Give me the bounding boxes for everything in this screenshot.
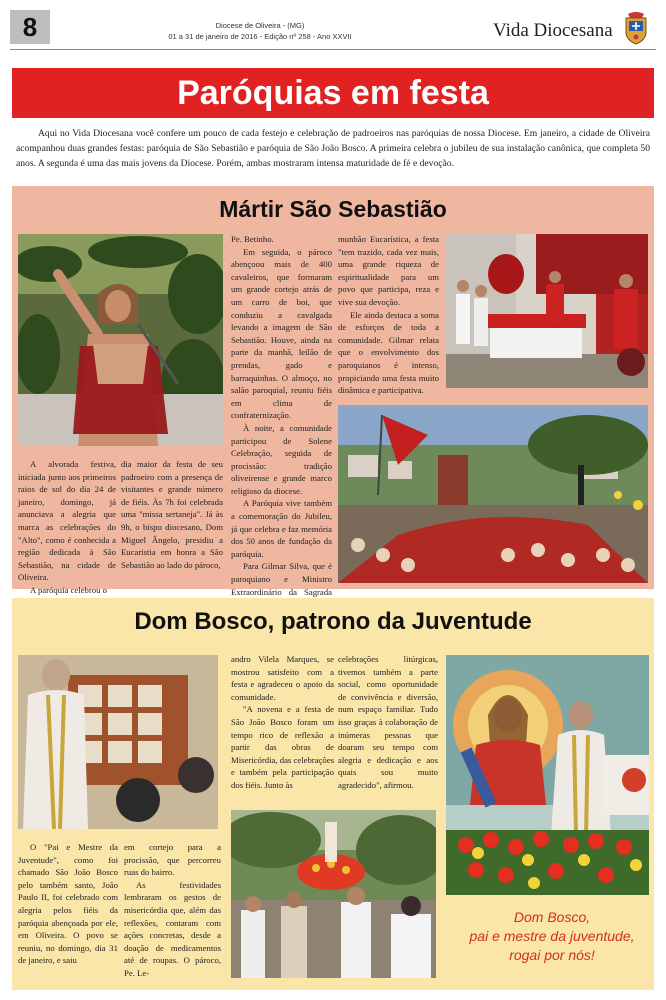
- section2-column-3: [338, 653, 438, 792]
- section-sao-sebastiao: [12, 186, 654, 597]
- paragraph: munhão Eucarística, a festa "tem trazido, cada vez mais, uma grande riqueza de espiritualidade para um povo que participa, reza e vive sua devoção.: [338, 234, 439, 307]
- photo-mass-altar: [446, 234, 648, 388]
- section2-column-2b: [124, 841, 221, 980]
- paragraph: Ele ainda destaca a soma de esforços de toda a comunidade. Gilmar relata que o envolvimento dos paroquianos é intenso, propiciando uma festa muito dinâmica e participativa.: [338, 309, 439, 396]
- diocese-name: Diocese de Oliveira - (MG): [215, 21, 305, 30]
- paragraph: celebrações litúrgicas, tivemos também a parte social, como oportunidade de convivência e diversão, num espaço familiar. Tudo isso graças à colaboração de inúmeras pessoas que doaram seu tempo com alegria e dedicação e aos quais sou muito agradecido", afirmou.: [338, 654, 438, 790]
- paragraph: À noite, a comunidade participou de Solene Celebração, seguida de procissão: tradição oliveirense e grande marco religioso da diocese.: [231, 422, 332, 496]
- paragraph: Em seguida, o pároco abençoou mais de 400 cavaleiros, que formaram um grande cortejo atrás de um carro de boi, que conduziu a cavalgada levando a imagem de São Sebastião. Houve, ainda na parte da manhã, leilão de prendas, gado e barraquinhas. O almoço, no salão paroquial, reuniu fiéis em clima de confraternização.: [231, 246, 332, 421]
- header-info: [150, 20, 370, 42]
- section-title: Mártir São Sebastião: [219, 196, 447, 222]
- page-header: [0, 0, 666, 50]
- paragraph: em cortejo para a procissão, que percorreu ruas do bairro.: [124, 842, 221, 878]
- publication-brand: Vida Diocesana: [493, 20, 613, 41]
- prayer-caption: [457, 908, 647, 965]
- section2-column-2a: [231, 653, 334, 792]
- section1-column-2: [121, 458, 223, 571]
- page-title: Paróquias em festa: [12, 68, 654, 118]
- photo-sao-sebastiao-statue: [18, 234, 223, 446]
- prayer-line: Dom Bosco,: [513, 909, 591, 925]
- section2-column-1: [18, 841, 118, 967]
- prayer-line: pai e mestre da juventude,: [469, 928, 635, 944]
- photo-dom-bosco-procession: [231, 810, 436, 978]
- paragraph: A alvorada festiva, iniciada junto aos primeiros raios de sol do dia 24 de janeiro, domingo, já anunciava a alegria que marca as celebrações do "Alto", como é conhecida a região dedicada à São Sebastião, na cidade de Oliveira.: [18, 459, 116, 583]
- paragraph: Para Gilmar Silva, que é paroquiano e Ministro Extraordinário da Sagrada: [231, 561, 332, 597]
- page-number: 8: [10, 10, 50, 44]
- header-rule: [10, 49, 656, 50]
- photo-dom-bosco-statue: [18, 655, 218, 829]
- section-title: Dom Bosco, patrono da Juventude: [134, 608, 532, 635]
- photo-procession: [338, 405, 648, 583]
- paragraph: A Paróquia vive também a comemoração do Jubileu, já que celebra e faz memória dos 50 anos de fundação da paróquia.: [231, 498, 332, 559]
- section1-column-1: [18, 458, 116, 597]
- paragraph: O "Pai e Mestre da Juventude", como foi chamado São João Bosco pelo também santo, João Paulo II, foi celebrado com alegria pelos fiéis da paróquia abençoada por ele, em Oliveira. O povo se reuniu, no domingo, dia 31 de janeiro, e saiu: [18, 842, 118, 966]
- prayer-line: rogai por nós!: [509, 947, 595, 963]
- paragraph: andro Vilela Marques, se mostrou satisfeito com a festa e agradeceu o apoio da comunidade.: [231, 654, 334, 702]
- section-dom-bosco: [12, 598, 654, 990]
- coat-of-arms-icon: [618, 10, 654, 46]
- section1-column-4: [338, 233, 439, 397]
- paragraph: Pe. Betinho.: [231, 234, 274, 244]
- intro-text: Aqui no Vida Diocesana você confere um pouco de cada festejo e celebração de padroeiros nas paróquias de nossa Diocese. Em janeiro, a cidade de Oliveira acompanhou duas grandes festas: paróquia de São Sebastião e paróquia de São João Bosco. A primeira celebra o jubileu de sua instalação canônica, que completa 50 anos. A segunda é uma das mais jovens da Diocese. Porém, ambas mostraram intensa maturidade de fé e devoção.: [16, 128, 650, 169]
- photo-dom-bosco-altar: [446, 655, 649, 895]
- section1-column-3: [231, 233, 332, 611]
- paragraph: "A novena e a festa de São João Bosco foram um tempo rico de reflexão a partir das obras de Misericórdia, das celebrações e também pela participação dos fiéis. Junto às: [231, 704, 334, 790]
- paragraph: As festividades lembraram os gestos de misericórdia que, além das reflexões, contaram com ações concretas, desde a doação de medicamentos até de roupas. O pároco, Pe. Le-: [124, 879, 221, 978]
- edition-line: 01 a 31 de janeiro de 2016 - Edição nº 258 - Ano XXVII: [168, 32, 352, 41]
- paragraph: A paróquia celebrou o: [30, 584, 107, 595]
- paragraph: dia maior da festa de seu padroeiro com a presença de visitantes e grande número de fiéis. Às 7h foi celebrada uma "missa sertaneja". Já às 9h, o bispo diocesano, Dom Miguel Ângelo, presidiu a Eucaristia em honra a São Sebastião ao lado do pároco,: [121, 459, 223, 570]
